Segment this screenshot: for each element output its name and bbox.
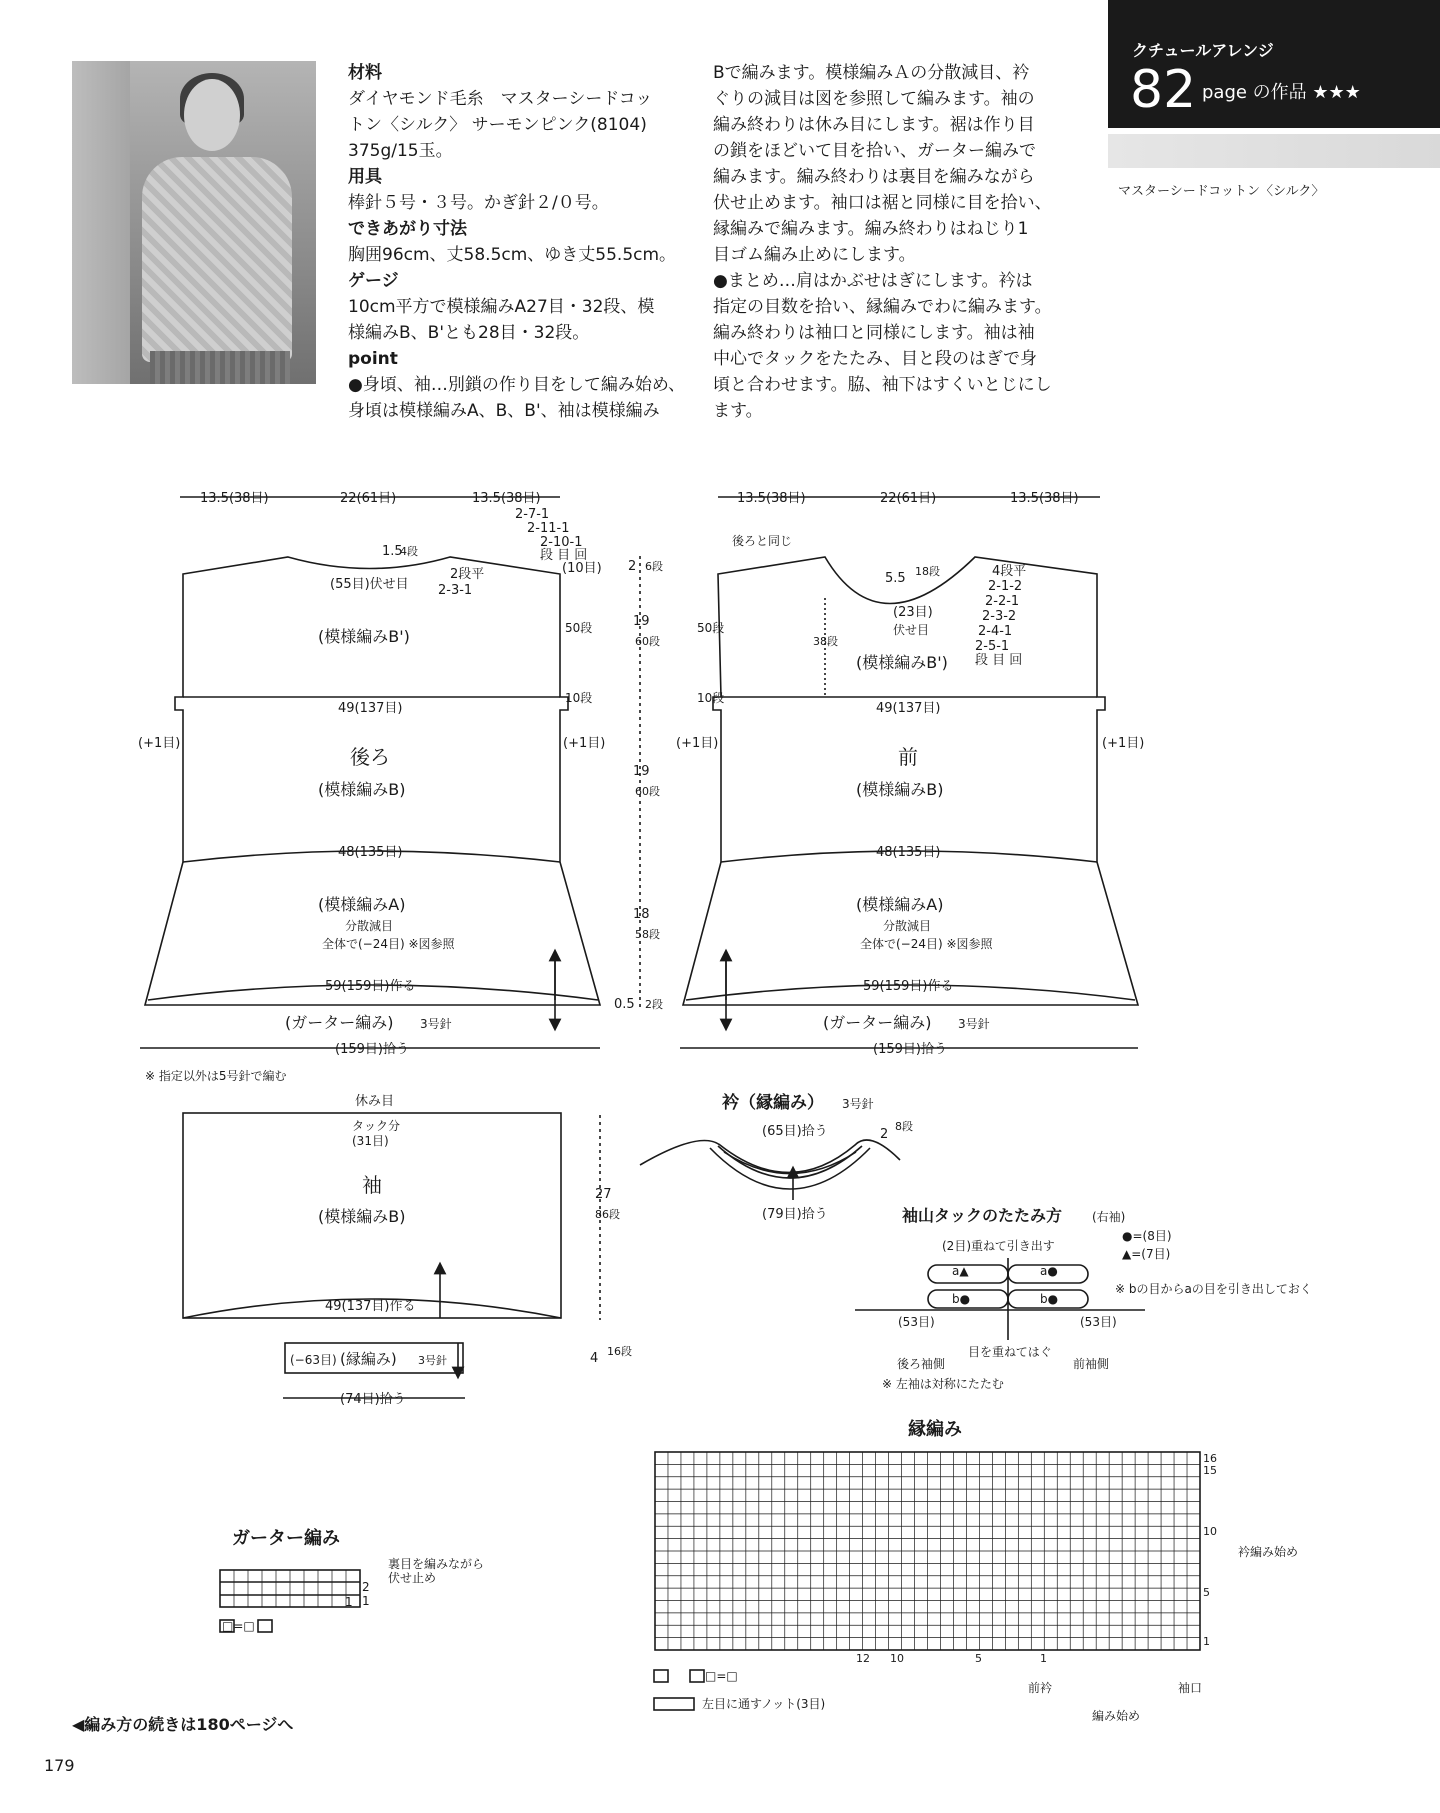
edge-row-10: 10 [1203,1525,1217,1538]
back-neck-height: 1.5 [382,544,403,559]
sleeve-pattern: (模様編みB) [318,1207,406,1226]
heading-tools: 用具 [348,167,382,187]
collar-needle: 3号針 [842,1097,874,1111]
back-yoke-width: 49(137目) [338,701,403,716]
collar-height: 2 [880,1127,889,1142]
tuck-key2: ▲=(7目) [1122,1247,1171,1261]
edge-collar-start: 衿編み始め [1238,1545,1299,1559]
front-garter-needle: 3号針 [958,1017,990,1031]
garter-note1: 裏目を編みながら [388,1557,485,1571]
edge-row-15: 15 [1203,1464,1217,1477]
back-shoulder1: 2-7-1 [515,507,550,522]
sleeve-tuck: タック分 [352,1119,401,1133]
back-width-left: 13.5(38目) [200,491,269,506]
garter-chart-title: ガーター編み [232,1528,340,1549]
continued-note: ◀編み方の続きは180ページへ [72,1715,294,1734]
front-pick: (159目)拾う [873,1042,947,1057]
size-line: 胸囲96cm、丈58.5cm、ゆき丈55.5cm。 [348,245,677,265]
front-hem-width: 59(159目)作る [863,979,954,994]
back-width-right: 13.5(38目) [472,491,541,506]
materials-line: 375g/15玉。 [348,141,453,161]
sleeve-length: 27 [595,1187,612,1202]
back-neck-bind: (55目)伏せ目 [330,577,409,592]
collar-pick-bottom: (79目)拾う [762,1207,828,1222]
front-dist-dec: 分散減目 [883,919,932,933]
tuck-right-count: (53目) [1080,1315,1117,1329]
instruction-line: 頃と合わせます。脇、袖下はすくいとじにし [713,375,1052,395]
point-line: ●身頃、袖…別鎖の作り目をして編み始め、 [348,375,686,395]
back-yoke-pattern: (模様編みB') [318,627,410,646]
sleeve-length-rows: 86段 [595,1208,620,1221]
tuck-front-side: 前袖側 [1073,1357,1110,1371]
tools-line: 棒針５号・３号。かぎ針２/０号。 [348,193,609,213]
sleeve-title: 袖 [362,1173,382,1197]
sleeve-tuck-count: (31目) [352,1134,389,1148]
scale-2b: 60段 [635,635,660,648]
garter-key: □=□ [222,1619,255,1633]
instruction-line: Bで編みます。模様編みＡの分散減目、衿 [713,63,1030,83]
instruction-line: ぐりの減目は図を参照して編みます。袖の [713,89,1035,109]
edge-key1: □=□ [705,1669,738,1683]
front-neck-rows: 18段 [915,565,940,578]
instruction-line: 編みます。編み終わりは裏目を編みながら [713,167,1035,187]
front-width-mid: 22(61目) [880,491,937,506]
tuck-back-side: 後ろ袖側 [897,1357,946,1371]
page-label: page の作品 ★★★ [1202,82,1361,103]
tuck-b1: b● [952,1292,971,1306]
back-shoulder3: 2-10-1 [540,535,583,550]
heading-point: point [348,349,398,369]
edge-col-5: 5 [975,1652,982,1665]
sleeve-pick: (74目)拾う [340,1392,406,1407]
scale-4a: 18 [633,907,650,922]
cuff-needle: 3号針 [418,1354,447,1367]
front-depth-rows: 38段 [813,635,838,648]
back-shoulder5: (10目) [562,561,602,576]
instruction-line: 伏せ止めます。袖口は裾と同様に目を拾い、 [713,193,1052,213]
front-dec6: 2-5-1 [975,639,1010,654]
back-pick: (159目)拾う [335,1042,409,1057]
scale-1a: 2 [628,559,637,574]
back-hem-width: 59(159目)作る [325,979,416,994]
back-pattern-a: (模様編みA) [318,895,406,914]
tuck-key1: ●=(8目) [1122,1229,1172,1243]
back-dec1: 2段平 [450,567,485,582]
heading-materials: 材料 [348,63,382,83]
front-dec4: 2-3-2 [982,609,1017,624]
front-pattern-a: (模様編みA) [856,895,944,914]
back-width-mid: 22(61目) [340,491,397,506]
cuff-dec: (−63目) [290,1353,337,1367]
back-mid-width: 48(135目) [338,845,403,860]
sleeve-width: 49(137目)作る [325,1299,416,1314]
tuck-join: 目を重ねてはぐ [968,1345,1052,1359]
front-yoke-width: 49(137目) [876,701,941,716]
collar-pick-top: (65目)拾う [762,1124,828,1139]
edge-row-5: 5 [1203,1586,1210,1599]
tuck-note: ※ bの目からaの目を引き出しておく [1115,1282,1312,1296]
tuck-b2: b● [1040,1292,1059,1306]
front-yoke-pattern: (模様編みB') [856,653,948,672]
gauge-line: 10cm平方で模様編みA27目・32段、模 [348,297,655,317]
edge-row-1: 1 [1203,1635,1210,1648]
front-neck-height: 5.5 [885,571,906,586]
front-total-dec: 全体で(−24目) ※図参照 [860,937,993,951]
cuff-height: 4 [590,1351,599,1366]
instruction-line: 編み終わりは袖口と同様にします。袖は袖 [713,323,1035,343]
sleeve-rest: 休み目 [355,1094,395,1109]
instruction-line: ます。 [713,401,763,421]
front-same-as-back: 後ろと同じ [732,534,793,548]
back-garter: (ガーター編み) [285,1013,394,1032]
front-dec2: 2-1-2 [988,579,1023,594]
garter-col-1: 1 [345,1595,353,1609]
back-title: 後ろ [350,745,390,769]
front-mid-width: 48(135目) [876,845,941,860]
scale-3a: 19 [633,764,650,779]
front-inc-rows: 10段 [697,691,725,705]
front-inc-left: (+1目) [676,736,719,751]
scale-5a: 0.5 [614,997,635,1012]
heading-size: できあがり寸法 [348,219,467,239]
scale-2a: 19 [633,614,650,629]
edge-col-1: 1 [1040,1652,1047,1665]
instruction-line: 縁編みで編みます。編み終わりはねじり1 [713,219,1029,239]
series-title: クチュールアレンジ [1132,41,1274,60]
heading-gauge: ゲージ [348,271,399,291]
cuff-rows: 16段 [607,1345,632,1358]
front-neck-bind: (23目) [893,605,933,620]
gauge-line: 様編みB、B'とも28目・32段。 [348,323,590,343]
edge-start: 編み始め [1092,1709,1141,1723]
tuck-mirror: ※ 左袖は対称にたたむ [882,1377,1004,1391]
scale-4b: 58段 [635,928,660,941]
instruction-line: の鎖をほどいて目を拾い、ガーター編みで [713,141,1036,161]
page-number: 179 [44,1756,75,1775]
back-yoke-rows: 50段 [565,621,593,635]
front-dec5: 2-4-1 [978,624,1013,639]
edge-front-collar: 前衿 [1028,1681,1053,1695]
front-dec1: 4段平 [992,564,1027,579]
tuck-left-count: (53目) [898,1315,935,1329]
front-pattern-b: (模様編みB) [856,780,944,799]
front-dec7: 段 目 回 [975,653,1023,668]
needle-note: ※ 指定以外は5号針で編む [145,1069,287,1083]
page-number-ref: 82 [1130,60,1197,120]
instruction-line: 目ゴム編み止めにします。 [713,245,916,265]
instruction-line: ●まとめ…肩はかぶせはぎにします。衿は [713,271,1033,291]
point-line: 身頃は模様編みA、B、B'、袖は模様編み [348,401,660,421]
edge-col-10: 10 [890,1652,904,1665]
tuck-a2: a● [1040,1264,1058,1278]
tuck-a1: a▲ [952,1264,969,1278]
back-garter-needle: 3号針 [420,1017,452,1031]
back-dec2: 2-3-1 [438,583,473,598]
front-inc-right: (+1目) [1102,736,1145,751]
garter-row-2: 2 [362,1580,370,1594]
back-total-dec: 全体で(−24目) ※図参照 [322,937,455,951]
materials-line: トン〈シルク〉 サーモンピンク(8104) [348,115,647,135]
front-width-right: 13.5(38目) [1010,491,1079,506]
edge-key2: 左目に通すノット(3目) [702,1697,826,1711]
edge-chart-title: 縁編み [908,1419,962,1440]
front-neck-bind2: 伏せ目 [893,623,930,637]
instruction-line: 指定の目数を拾い、縁編みでわに編みます。 [713,297,1052,317]
yarn-label: マスターシードコットン〈シルク〉 [1118,184,1325,199]
edge-col-12: 12 [856,1652,870,1665]
garter-note2: 伏せ止め [388,1571,437,1585]
instruction-line: 中心でタックをたたみ、目と段のはぎで身 [713,349,1038,369]
scale-3b: 60段 [635,785,660,798]
scale-5b: 2段 [645,998,663,1011]
tuck-side: (右袖) [1092,1210,1126,1224]
front-dec3: 2-2-1 [985,594,1020,609]
back-inc-right: (+1目) [563,736,606,751]
front-width-left: 13.5(38目) [737,491,806,506]
garter-row-1: 1 [362,1594,370,1608]
back-pattern-b: (模様編みB) [318,780,406,799]
back-neck-rows: 4段 [400,545,418,558]
edge-cuff: 袖口 [1178,1681,1203,1695]
collar-rows: 8段 [895,1120,913,1133]
scale-1b: 6段 [645,560,663,573]
collar-title: 衿（縁編み） [722,1093,824,1113]
cuff-pattern: (縁編み) [340,1350,397,1368]
tuck-title: 袖山タックのたたみ方 [902,1206,1063,1225]
back-inc-left: (+1目) [138,736,181,751]
edge-row-16: 16 [1203,1452,1217,1465]
front-yoke-rows: 50段 [697,621,725,635]
back-shoulder2: 2-11-1 [527,521,570,536]
materials-line: ダイヤモンド毛糸 マスターシードコッ [348,89,653,109]
back-shoulder4: 段 目 回 [540,548,588,563]
tuck-pull: (2目)重ねて引き出す [942,1239,1055,1253]
front-title: 前 [898,745,918,769]
back-dist-dec: 分散減目 [345,919,394,933]
back-inc-rows: 10段 [565,691,593,705]
instruction-line: 編み終わりは休み目にします。裾は作り目 [713,115,1035,135]
front-garter: (ガーター編み) [823,1013,932,1032]
